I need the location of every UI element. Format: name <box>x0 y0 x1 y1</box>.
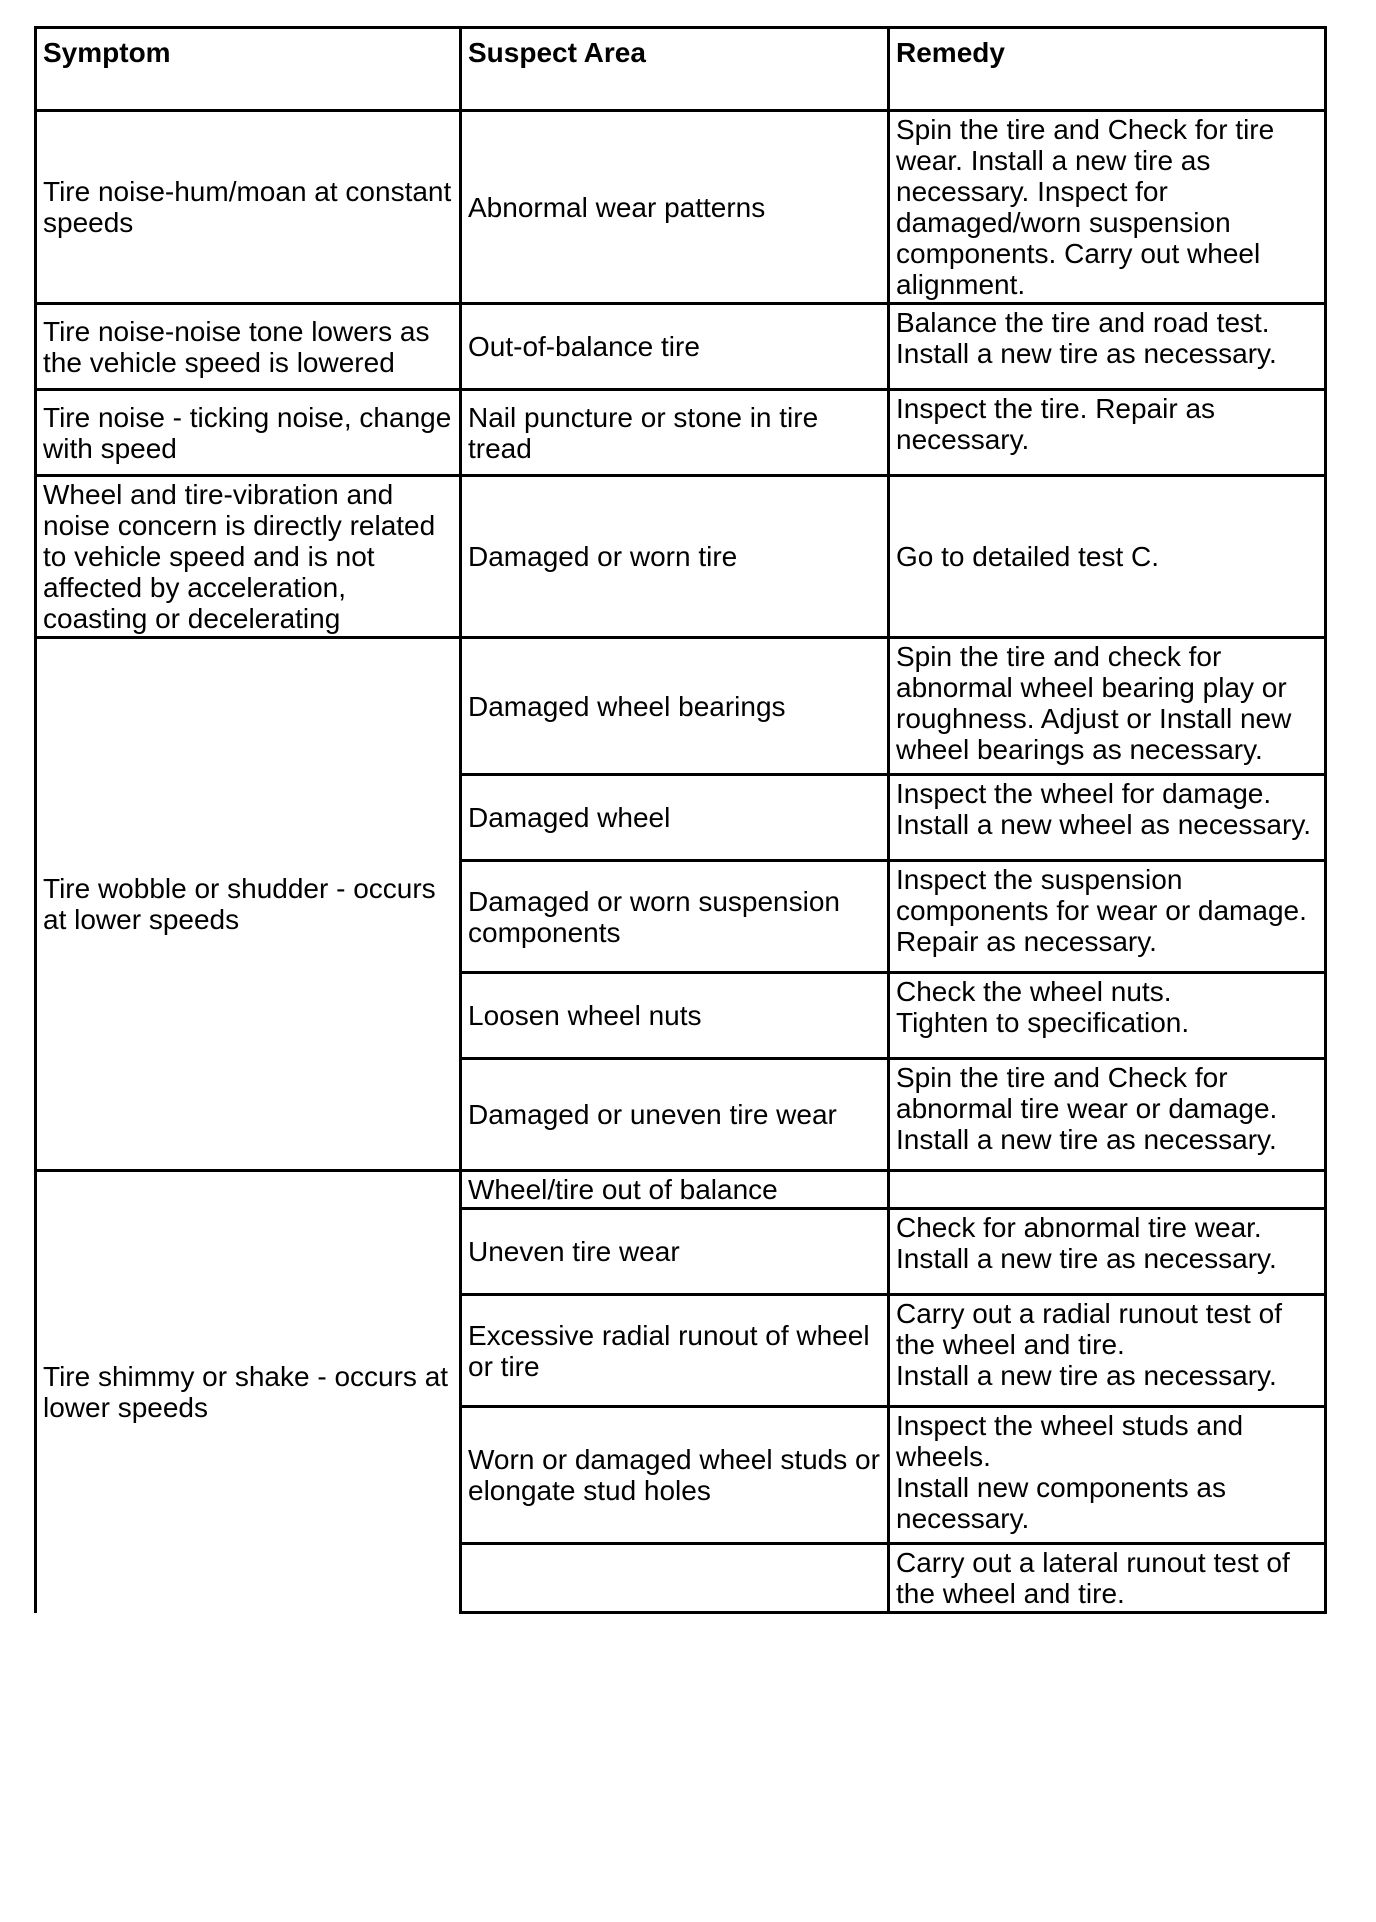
remedy-text: Inspect the tire. Repair as necessary. <box>896 393 1216 455</box>
symptom-text: Tire shimmy or shake - occurs at lower speeds <box>43 1361 449 1424</box>
remedy-cell <box>889 1295 1326 1407</box>
suspect-area-text: Out-of-balance tire <box>468 331 700 362</box>
suspect-area-text: Wheel/tire out of balance <box>468 1174 778 1205</box>
suspect-area-text: Damaged or uneven tire wear <box>468 1099 837 1130</box>
symptom-cell <box>36 111 461 304</box>
remedy-cell <box>889 390 1326 476</box>
symptom-text: Tire wobble or shudder - occurs at lower speeds <box>43 873 436 935</box>
suspect-area-text: Damaged or worn tire <box>468 541 738 572</box>
suspect-area-cell <box>461 1171 889 1209</box>
suspect-area-cell <box>461 476 889 638</box>
header-suspect-area: Suspect Area <box>461 28 889 111</box>
suspect-area-text: Uneven tire wear <box>468 1236 680 1267</box>
suspect-area-cell <box>461 861 889 973</box>
remedy-cell <box>889 1544 1326 1613</box>
diagnosis-table <box>34 26 1327 1614</box>
symptom-text: Tire noise-hum/moan at constant speeds <box>43 176 452 238</box>
suspect-area-cell <box>461 1407 889 1544</box>
suspect-area-text: Damaged or worn suspension components <box>468 885 840 948</box>
table-row <box>36 1171 1326 1209</box>
suspect-area-cell <box>461 775 889 861</box>
symptom-text: Tire noise - ticking noise, change with speed <box>43 401 452 464</box>
remedy-cell <box>889 1171 1326 1209</box>
symptom-text: Wheel and tire-vibration and noise concern is directly related to vehicle speed and is not affected by acceleration, coasting or decelerating <box>43 479 436 634</box>
remedy-cell <box>889 111 1326 304</box>
suspect-area-text: Damaged wheel <box>468 802 671 833</box>
symptom-cell <box>36 476 461 638</box>
suspect-area-cell <box>461 1059 889 1171</box>
remedy-text: Spin the tire and Check for abnormal tire wear or damage. Install a new tire as necessary. <box>896 1062 1278 1155</box>
suspect-area-cell <box>461 1209 889 1295</box>
remedy-cell <box>889 861 1326 973</box>
symptom-cell <box>36 304 461 390</box>
remedy-cell <box>889 1407 1326 1544</box>
remedy-cell <box>889 638 1326 775</box>
remedy-cell <box>889 476 1326 638</box>
table-row <box>36 638 1326 775</box>
remedy-cell <box>889 1209 1326 1295</box>
suspect-area-cell <box>461 304 889 390</box>
suspect-area-text: Loosen wheel nuts <box>468 1000 702 1031</box>
suspect-area-text: Nail puncture or stone in tire tread <box>468 401 819 464</box>
suspect-area-text: Excessive radial runout of wheel or tire <box>468 1319 870 1382</box>
table-row <box>36 111 1326 304</box>
symptom-cell <box>36 390 461 476</box>
remedy-text: Check for abnormal tire wear. Install a new tire as necessary. <box>896 1212 1277 1274</box>
suspect-area-cell <box>461 1544 889 1613</box>
remedy-cell <box>889 1059 1326 1171</box>
remedy-text: Inspect the wheel for damage. Install a new wheel as necessary. <box>896 778 1312 840</box>
suspect-area-cell <box>461 973 889 1059</box>
remedy-text: Inspect the suspension components for wear or damage. Repair as necessary. <box>896 864 1307 957</box>
suspect-area-text: Damaged wheel bearings <box>468 690 786 722</box>
suspect-area-cell <box>461 111 889 304</box>
table-row <box>36 304 1326 390</box>
suspect-area-cell <box>461 638 889 775</box>
remedy-text: Balance the tire and road test. Install a new tire as necessary. <box>896 307 1277 369</box>
symptom-text: Tire noise-noise tone lowers as the vehicle speed is lowered <box>43 315 430 378</box>
remedy-text: Carry out a lateral runout test of the wheel and tire. <box>896 1547 1290 1609</box>
remedy-text: Inspect the wheel studs and wheels. Install new components as necessary. <box>896 1410 1244 1534</box>
remedy-cell <box>889 973 1326 1059</box>
table-row <box>36 390 1326 476</box>
header-symptom: Symptom <box>36 28 461 111</box>
suspect-area-cell <box>461 390 889 476</box>
header-row <box>36 28 1326 111</box>
symptom-cell-shimmy <box>36 1171 461 1613</box>
remedy-cell <box>889 775 1326 861</box>
suspect-area-cell <box>461 1295 889 1407</box>
suspect-area-text: Abnormal wear patterns <box>468 191 766 223</box>
table-row <box>36 476 1326 638</box>
remedy-text: Spin the tire and check for abnormal wheel bearing play or roughness. Adjust or Install new wheel bearings as necessary. <box>896 641 1292 765</box>
remedy-text: Check the wheel nuts. Tighten to specification. <box>896 976 1190 1038</box>
symptom-cell-wobble <box>36 638 461 1171</box>
remedy-text: Go to detailed test C. <box>896 541 1160 572</box>
header-remedy: Remedy <box>889 28 1326 111</box>
remedy-text: Spin the tire and Check for tire wear. Install a new tire as necessary. Inspect for damaged/worn suspension components. Carry out wheel alignment. <box>896 114 1275 300</box>
remedy-text: Carry out a radial runout test of the wheel and tire. Install a new tire as necessary. <box>896 1298 1282 1391</box>
suspect-area-text: Worn or damaged wheel studs or elongate stud holes <box>468 1444 880 1506</box>
remedy-cell <box>889 304 1326 390</box>
